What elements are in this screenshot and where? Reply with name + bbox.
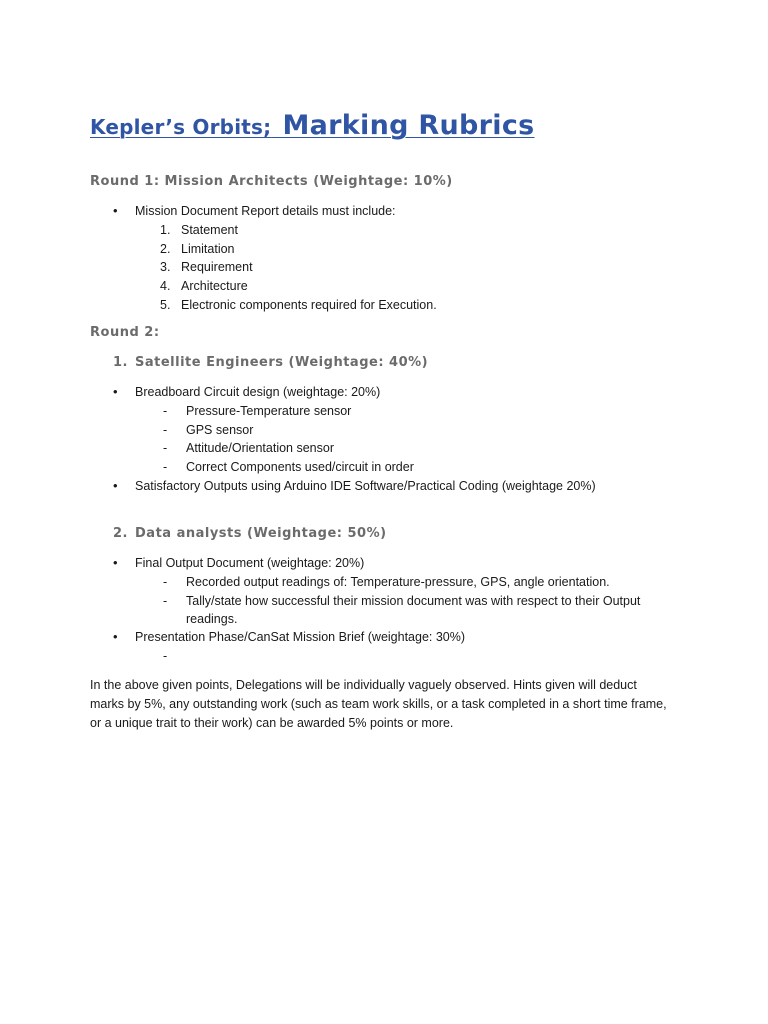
sub-item: Pressure-Temperature sensor: [186, 404, 352, 418]
sub-item-continuation: readings.: [186, 612, 238, 626]
sub-item: Tally/state how successful their mission document was with respect to their Output: [186, 594, 641, 608]
sub-item: Recorded output readings of: Temperature-pressure, GPS, angle orientation.: [186, 575, 610, 589]
dash-icon: -: [163, 594, 168, 608]
list-number: 2.: [160, 242, 171, 256]
section-1-number: 1.: [113, 355, 128, 370]
title-part-1: Kepler’s Orbits;: [90, 115, 272, 139]
paragraph-line: In the above given points, Delegations will be individually vaguely observed. Hints given will deduct: [90, 678, 637, 692]
bullet-icon: •: [113, 203, 118, 218]
list-item: Requirement: [181, 260, 253, 274]
sub-item: Attitude/Orientation sensor: [186, 441, 334, 455]
dash-icon: -: [163, 441, 168, 455]
section-1-bullet-1: Breadboard Circuit design (weightage: 20%): [135, 385, 381, 399]
bullet-icon: •: [113, 384, 118, 399]
section-2-number: 2.: [113, 526, 128, 541]
dash-icon: -: [163, 423, 168, 437]
sub-item: GPS sensor: [186, 423, 254, 437]
list-item: Electronic components required for Execution.: [181, 298, 437, 312]
paragraph-line: or a unique trait to their work) can be awarded 5% points or more.: [90, 716, 454, 730]
bullet-icon: •: [113, 555, 118, 570]
bullet-icon: •: [113, 478, 118, 493]
list-number: 4.: [160, 279, 171, 293]
list-item: Limitation: [181, 242, 235, 256]
dash-icon: -: [163, 460, 168, 474]
round-1-bullet: Mission Document Report details must include:: [135, 204, 396, 218]
section-2-bullet-1: Final Output Document (weightage: 20%): [135, 556, 365, 570]
title-part-2: Marking Rubrics: [282, 110, 535, 141]
round-1-heading: Round 1: Mission Architects (Weightage: 10%): [90, 174, 453, 189]
round-2-heading: Round 2:: [90, 325, 160, 340]
section-2-bullet-2: Presentation Phase/CanSat Mission Brief (weightage: 30%): [135, 630, 466, 644]
section-1-bullet-2: Satisfactory Outputs using Arduino IDE Software/Practical Coding (weightage 20%): [135, 479, 596, 493]
list-number: 5.: [160, 298, 171, 312]
bullet-icon: •: [113, 629, 118, 644]
list-number: 1.: [160, 223, 171, 237]
dash-icon: -: [163, 404, 168, 418]
paragraph-line: marks by 5%, any outstanding work (such as team work skills, or a task completed in a short time frame,: [90, 697, 667, 711]
list-number: 3.: [160, 260, 171, 274]
list-item: Architecture: [181, 279, 248, 293]
dash-icon: -: [163, 575, 168, 589]
section-1-heading: Satellite Engineers (Weightage: 40%): [135, 355, 429, 370]
list-item: Statement: [181, 223, 238, 237]
dash-icon: -: [163, 649, 168, 663]
closing-paragraph: [90, 676, 690, 733]
document-title: [90, 104, 535, 142]
sub-item: Correct Components used/circuit in order: [186, 460, 414, 474]
section-2-heading: Data analysts (Weightage: 50%): [135, 526, 387, 541]
